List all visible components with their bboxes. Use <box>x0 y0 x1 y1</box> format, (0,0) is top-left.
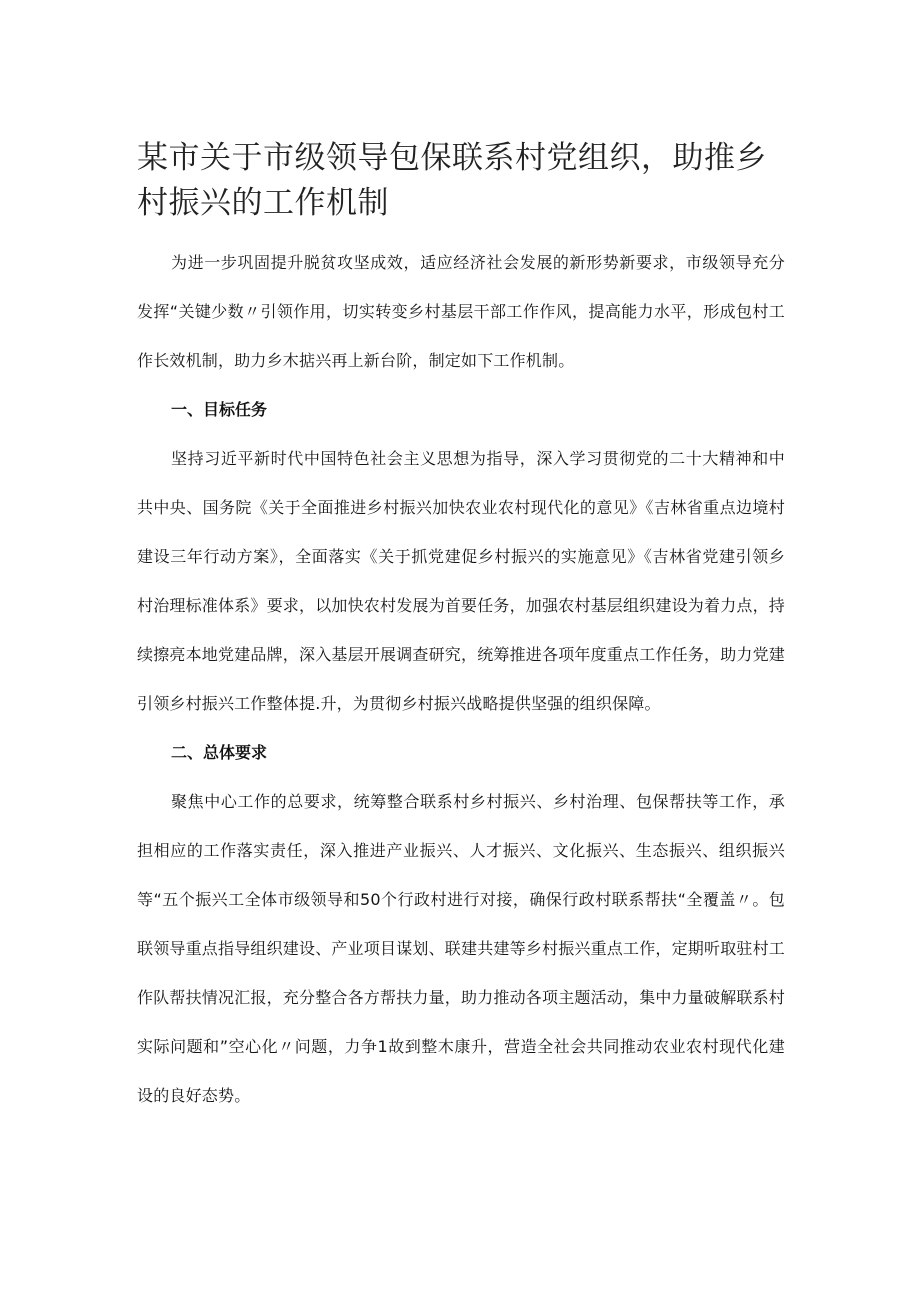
section-heading-requirements: 二、总体要求 <box>171 743 268 762</box>
section-heading-goals: 一、目标任务 <box>171 400 268 419</box>
section-text-requirements: 聚焦中心工作的总要求，统筹整合联系村乡村振兴、乡村治理、包保帮扶等工作，承担相应的工作落实责任，深入推进产业振兴、人才振兴、文化振兴、生态振兴、组织振兴等“五个振兴工全体市级领导和50个行政村进行对接，确保行政村联系帮扶“全覆盖〃。包联领导重点指导组织建设、产业项目谋划、联建共建等乡村振兴重点工作，定期听取驻村工作队帮扶情况汇报，充分整合各方帮扶力量，助力推动各项主题活动，集中力量破解联系村实际问题和”空心化〃问题，力争1故到整木康升，营造全社会共同推动农业农村现代化建设的良好态势。 <box>137 792 786 1105</box>
section-text-goals: 坚持习近平新时代中国特色社会主义思想为指导，深入学习贯彻党的二十大精神和中共中央、国务院《关于全面推进乡村振兴加快农业农村现代化的意见》《吉林省重点边境村建设三年行动方案》，全面落实《关于抓党建促乡村振兴的实施意见》《吉林省党建引领乡村治理标准体系》要求，以加快农村发展为首要任务，加强农村基层组织建设为着力点，持续擦亮本地党建品牌，深入基层开展调查研究，统筹推进各项年度重点工作任务，助力党建引领乡村振兴工作整体提.升，为贯彻乡村振兴战略提供坚强的组织保障。 <box>137 449 786 713</box>
document-body <box>137 238 785 1120</box>
intro-paragraph: 为进一步巩固提升脱贫攻坚成效，适应经济社会发展的新形势新要求，市级领导充分发挥“关键少数〃引领作用，切实转变乡村基层干部工作作风，提高能力水平，形成包村工作长效机制，助力乡木掂兴再上新台阶，制定如下工作机制。 <box>137 253 785 370</box>
document-title: 某市关于市级领导包保联系村党组织，助推乡村振兴的工作机制 <box>137 140 767 221</box>
